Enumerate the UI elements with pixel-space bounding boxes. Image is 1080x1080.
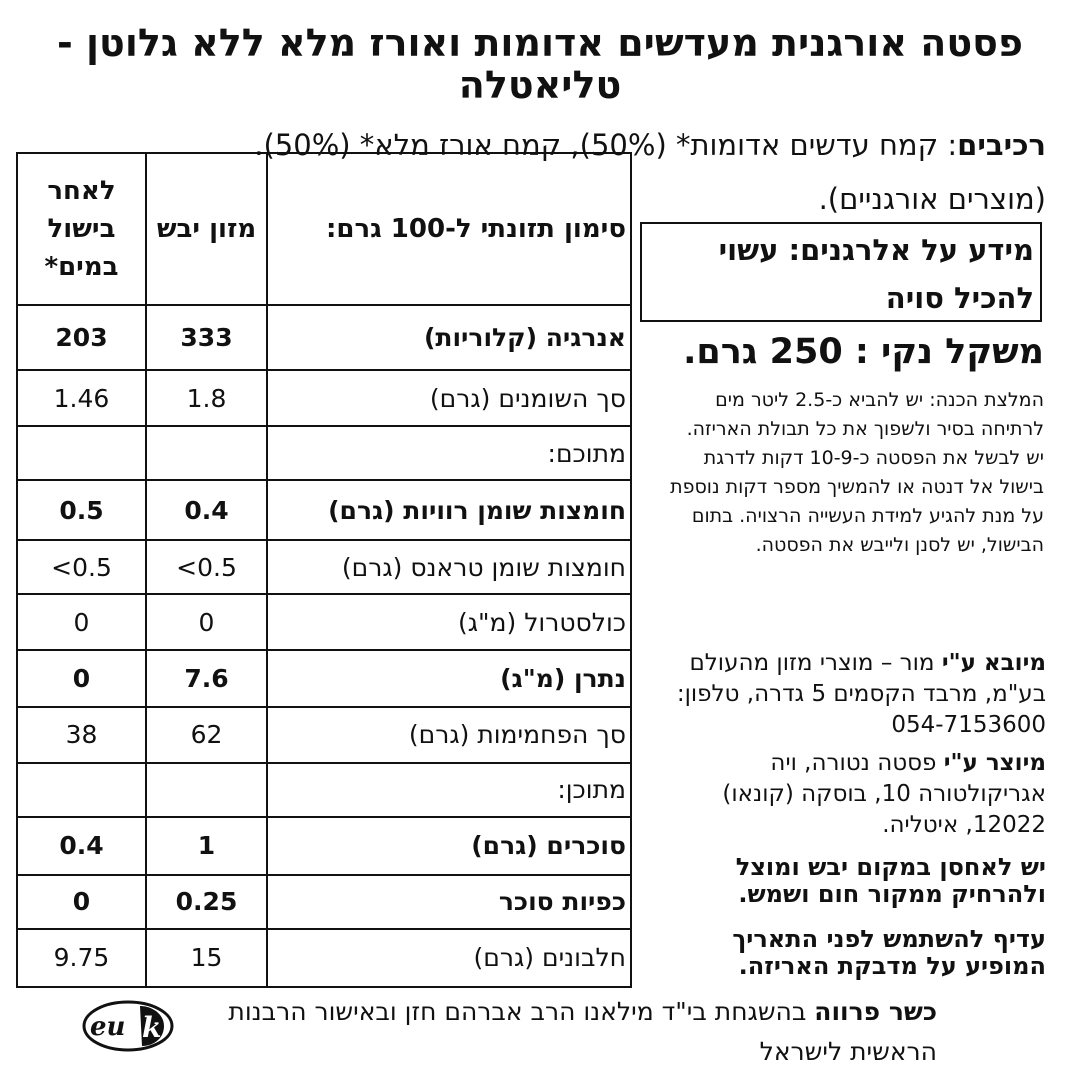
nutrient-name: סך הפחמימות (גרם) bbox=[267, 707, 631, 763]
nutrient-name: חומצות שומן רוויות (גרם) bbox=[267, 480, 631, 540]
nutrient-name: אנרגיה (קלוריות) bbox=[267, 305, 631, 370]
nutrition-row bbox=[17, 370, 631, 426]
nutrition-row bbox=[17, 650, 631, 706]
cooked-value: 0.4 bbox=[17, 817, 146, 875]
nutrient-name: סך השומנים (גרם) bbox=[267, 370, 631, 426]
dry-value: 0 bbox=[146, 594, 267, 650]
allergen-line-2: להכיל סויה bbox=[885, 281, 1034, 315]
nutrition-row bbox=[17, 763, 631, 817]
nutrition-header-row bbox=[17, 153, 631, 305]
cooked-value: 9.75 bbox=[17, 929, 146, 987]
dry-value: 62 bbox=[146, 707, 267, 763]
cooked-value: 0 bbox=[17, 650, 146, 706]
nutrition-row bbox=[17, 540, 631, 594]
allergen-box bbox=[640, 222, 1042, 322]
manufacturer-info bbox=[664, 748, 1046, 841]
preparation-instructions: המלצת הכנה: יש להביא כ-2.5 ליטר מים לרתיחה בסיר ולשפוך את כל תבולת האריזה. יש לבשל את הפסטה כ-10-9 דקות לדרגת בישול אל דנטה או להמשיך מספר דקות נוספת על מנת להגיע למידת העשייה הרצויה. בתום הבישול, יש לסנן ולייבש את הפסטה. bbox=[670, 389, 1044, 556]
importer-label: מיובא ע"י bbox=[941, 650, 1046, 676]
nutrient-name: מתוכן: bbox=[267, 763, 631, 817]
nutrition-row bbox=[17, 929, 631, 987]
cooked-value: 1.46 bbox=[17, 370, 146, 426]
nutrient-name: נתרן (מ"ג) bbox=[267, 650, 631, 706]
logo-eu-text: eu bbox=[90, 1012, 126, 1042]
ingredients-organic-note: (מוצרים אורגניים). bbox=[818, 182, 1046, 216]
cooked-value: 0.5 bbox=[17, 480, 146, 540]
nutrient-name: סוכרים (גרם) bbox=[267, 817, 631, 875]
nutrient-name: חלבונים (גרם) bbox=[267, 929, 631, 987]
dry-value: 0.5> bbox=[146, 540, 267, 594]
storage-instructions: יש לאחסן במקום יבש ומוצל ולהרחיק ממקור חום ושמש. bbox=[735, 853, 1046, 908]
importer-text: מור – מוצרי מזון מהעולם בע"מ, מרבד הקסמים 5 גדרה, טלפון: 054-7153600 bbox=[676, 650, 1046, 738]
nutrient-name: חומצות שומן טראנס (גרם) bbox=[267, 540, 631, 594]
cooked-value: 0 bbox=[17, 594, 146, 650]
kosher-label: כשר פרווה bbox=[814, 997, 937, 1026]
nutrition-row bbox=[17, 817, 631, 875]
nutrition-row bbox=[17, 707, 631, 763]
dry-value: 0.4 bbox=[146, 480, 267, 540]
cooked-value: 0.5> bbox=[17, 540, 146, 594]
header-after-cooking: לאחר בישול במים* bbox=[17, 153, 146, 305]
manufacturer-text: פסטה נטורה, ויה אגריקולטורה 10, בוסקה (קונאו) 12022, איטליה. bbox=[722, 750, 1046, 838]
cooked-value: 38 bbox=[17, 707, 146, 763]
importer-info bbox=[664, 648, 1046, 741]
nutrition-row bbox=[17, 875, 631, 929]
dry-value bbox=[146, 763, 267, 817]
kosher-logo-icon bbox=[82, 998, 174, 1054]
nutrition-body bbox=[17, 305, 631, 987]
manufacturer-label: מיוצר ע"י bbox=[943, 750, 1046, 776]
product-title: פסטה אורגנית מעדשים אדומות ואורז מלא ללא גלוטן - טליאטלה bbox=[57, 21, 1023, 107]
dry-value: 7.6 bbox=[146, 650, 267, 706]
nutrition-row bbox=[17, 305, 631, 370]
cooked-value: 203 bbox=[17, 305, 146, 370]
dry-value: 1 bbox=[146, 817, 267, 875]
header-nutrition-per-100g: סימון תזונתי ל-100 גרם: bbox=[267, 153, 631, 305]
nutrition-row bbox=[17, 480, 631, 540]
ingredients-text: : קמח עדשים אדומות* (50%), קמח אורז מלא* (50%). bbox=[254, 128, 958, 162]
dry-value: 15 bbox=[146, 929, 267, 987]
cooked-value bbox=[17, 426, 146, 480]
ingredients-label: רכיבים bbox=[957, 128, 1046, 162]
nutrition-row bbox=[17, 594, 631, 650]
kosher-certification bbox=[185, 992, 937, 1072]
nutrition-table bbox=[16, 152, 632, 988]
dry-value: 0.25 bbox=[146, 875, 267, 929]
nutrient-name: כולסטרול (מ"ג) bbox=[267, 594, 631, 650]
dry-value: 333 bbox=[146, 305, 267, 370]
nutrition-row bbox=[17, 426, 631, 480]
logo-k-text: k bbox=[142, 1011, 162, 1044]
dry-value bbox=[146, 426, 267, 480]
cooked-value bbox=[17, 763, 146, 817]
allergen-line-1: מידע על אלרגנים: עשוי bbox=[718, 233, 1034, 267]
kosher-text: בהשגחת בי"ד מילאנו הרב אברהם חזן ובאישור הרבנות הראשית לישראל bbox=[228, 997, 937, 1066]
header-dry-food: מזון יבש bbox=[146, 153, 267, 305]
net-weight: משקל נקי : 250 גרם. bbox=[683, 332, 1044, 372]
nutrient-name: כפיות סוכר bbox=[267, 875, 631, 929]
nutrient-name: מתוכם: bbox=[267, 426, 631, 480]
dry-value: 1.8 bbox=[146, 370, 267, 426]
best-before-note: עדיף להשתמש לפני התאריך המופיע על מדבקת האריזה. bbox=[732, 925, 1046, 980]
cooked-value: 0 bbox=[17, 875, 146, 929]
